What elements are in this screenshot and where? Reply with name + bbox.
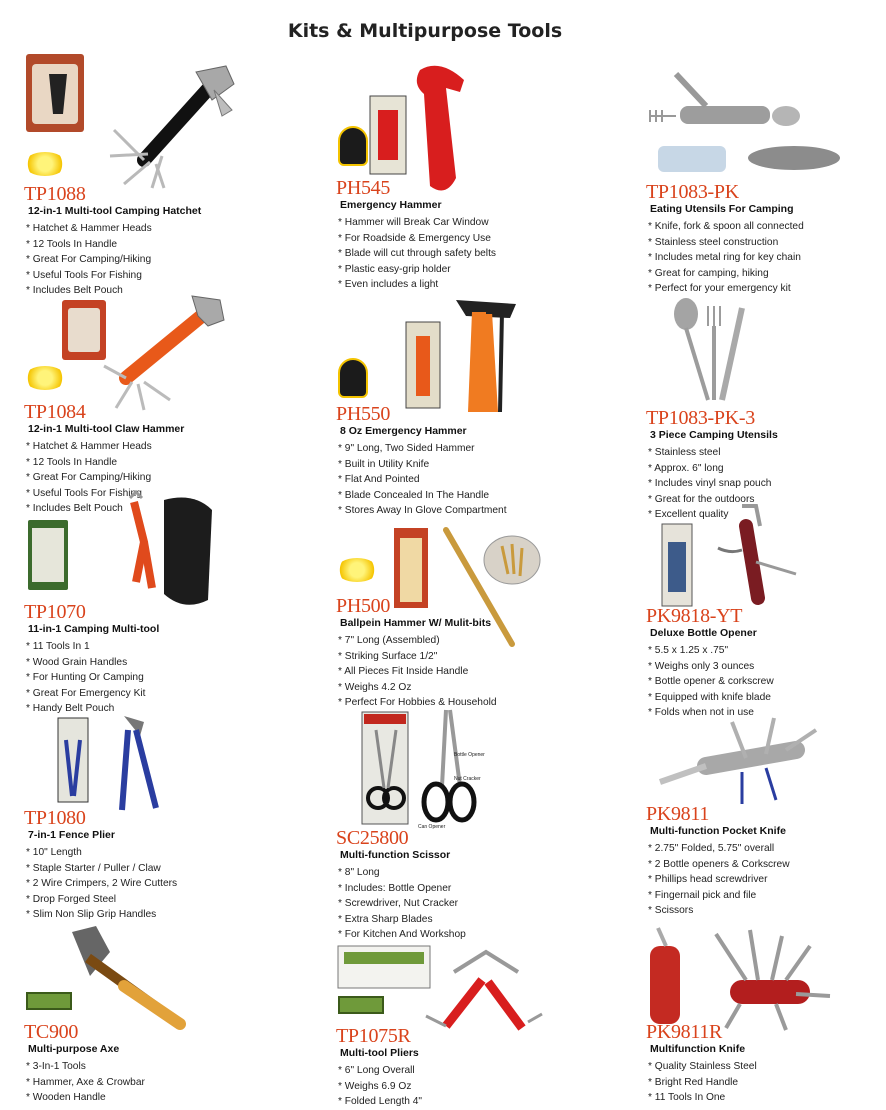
- feature-item: * Drop Forged Steel: [26, 893, 117, 905]
- feature-item: * Useful Tools For Fishing: [26, 487, 142, 499]
- feature-item: * Bottle opener & corkscrew: [648, 676, 774, 688]
- feature-item: * 2 Bottle openers & Corkscrew: [648, 858, 790, 870]
- product-pk9811: [646, 716, 886, 926]
- product-name: Eating Utensils For Camping: [650, 203, 794, 215]
- bottle-opener-image: [646, 502, 846, 612]
- product-tp1080: [24, 710, 264, 920]
- road-genie-logo: [338, 126, 368, 166]
- feature-item: * Phillips head screwdriver: [648, 874, 768, 886]
- feature-item: * Hatchet & Hammer Heads: [26, 223, 152, 234]
- feature-item: * 10" Length: [26, 847, 82, 858]
- callout-bottle-opener: Bottle Opener: [454, 752, 485, 758]
- pocket-knife-image: [646, 716, 846, 816]
- feature-item: * 2 Wire Crimpers, 2 Wire Cutters: [26, 878, 178, 890]
- product-sku: PH545: [336, 177, 391, 199]
- feature-item: * Plastic easy-grip holder: [338, 263, 451, 275]
- feature-item: * 8" Long: [338, 867, 380, 878]
- product-name: 11-in-1 Camping Multi-tool: [28, 623, 160, 635]
- feature-item: * Quality Stainless Steel: [648, 1061, 757, 1072]
- feature-item: * Hammer will Break Car Window: [338, 217, 489, 228]
- product-name: 12-in-1 Multi-tool Camping Hatchet: [28, 205, 202, 217]
- feature-item: * Perfect For Hobbies & Household: [338, 697, 497, 709]
- feature-item: * Stainless steel construction: [648, 236, 779, 248]
- multipurpose-axe-image: [24, 920, 204, 1030]
- product-name: Emergency Hammer: [340, 199, 442, 211]
- feature-item: * Scissors: [648, 905, 694, 917]
- product-tp1070: [24, 492, 264, 722]
- feature-item: * For Hunting Or Camping: [26, 672, 144, 684]
- feature-item: * Great For Camping/Hiking: [26, 254, 152, 266]
- product-sku: TP1088: [24, 183, 86, 205]
- product-name: 3 Piece Camping Utensils: [650, 429, 778, 441]
- product-name: Multi-function Scissor: [340, 849, 451, 861]
- feature-item: * Bright Red Handle: [648, 1076, 739, 1088]
- product-tp1084: [24, 282, 264, 522]
- product-sku: PK9818-YT: [646, 605, 743, 627]
- feature-item: * Handy Belt Pouch: [26, 703, 115, 715]
- feature-item: * 5.5 x 1.25 x .75": [648, 645, 729, 656]
- feature-list: [646, 1059, 757, 1106]
- feature-item: * Includes: Bottle Opener: [338, 882, 452, 894]
- feature-list: [336, 1063, 422, 1110]
- product-sku: SC25800: [336, 827, 409, 849]
- feature-item: * 6" Long Overall: [338, 1065, 415, 1076]
- feature-item: * Flat And Pointed: [338, 474, 420, 486]
- feature-item: * 12 Tools In Handle: [26, 238, 117, 250]
- product-tp1088: [24, 52, 264, 302]
- road-genie-logo: [338, 358, 368, 398]
- feature-item: * Wooden Handle: [26, 1092, 106, 1104]
- feature-item: * Extra Sharp Blades: [338, 913, 433, 925]
- product-name: Multi-tool Pliers: [340, 1047, 419, 1059]
- feature-item: * Great For Camping/Hiking: [26, 472, 152, 484]
- multifunction-scissor-image: [336, 706, 536, 826]
- feature-item: * Hatchet & Hammer Heads: [26, 441, 152, 452]
- product-sku: TP1083-PK: [646, 181, 739, 203]
- feature-item: * Weighs only 3 ounces: [648, 660, 755, 672]
- fence-plier-image: [24, 710, 204, 810]
- feature-list: [646, 841, 790, 919]
- product-tp1083-pk: [646, 66, 886, 306]
- product-name: Multi-function Pocket Knife: [650, 825, 786, 837]
- product-sku: TP1084: [24, 401, 86, 423]
- feature-item: * Includes Belt Pouch: [26, 285, 123, 297]
- feature-item: * Hammer, Axe & Crowbar: [26, 1076, 145, 1088]
- product-sku: PH550: [336, 403, 391, 425]
- helios-logo: [336, 558, 378, 582]
- feature-item: * Blade will cut through safety belts: [338, 248, 496, 260]
- feature-item: * Useful Tools For Fishing: [26, 269, 142, 281]
- product-sku: TP1075R: [336, 1025, 411, 1047]
- product-sc25800: [336, 706, 576, 946]
- product-sku: TP1080: [24, 807, 86, 829]
- feature-item: * All Pieces Fit Inside Handle: [338, 666, 469, 678]
- product-ph500: [336, 520, 576, 710]
- feature-item: * Includes vinyl snap pouch: [648, 478, 772, 490]
- feature-item: * Includes Belt Pouch: [26, 503, 123, 515]
- feature-item: * 7" Long (Assembled): [338, 635, 440, 646]
- product-tp1075r: [336, 942, 576, 1108]
- product-sku: TP1083-PK-3: [646, 407, 755, 429]
- feature-list: [24, 845, 177, 923]
- feature-list: [336, 441, 507, 519]
- feature-item: * 2.75" Folded, 5.75" overall: [648, 843, 775, 854]
- feature-item: * Stainless steel: [648, 447, 721, 458]
- feature-item: * Weighs 6.9 Oz: [338, 1080, 412, 1092]
- callout-nut-cracker: Nut Cracker: [454, 776, 481, 782]
- feature-list: [24, 639, 159, 717]
- product-ph550: [336, 292, 576, 522]
- multitool-claw-hammer-image: [24, 282, 224, 412]
- product-name: Multi-purpose Axe: [28, 1043, 120, 1055]
- feature-list: [24, 1059, 145, 1106]
- scurry-logo: [658, 146, 726, 172]
- product-name: 12-in-1 Multi-tool Claw Hammer: [28, 423, 185, 435]
- camping-multitool-image: [24, 492, 234, 602]
- feature-item: * Great for the outdoors: [648, 493, 755, 505]
- feature-item: * Even includes a light: [338, 279, 439, 291]
- adroit-logo: [26, 992, 72, 1010]
- feature-item: * Excellent quality: [648, 509, 729, 521]
- feature-item: * 11 Tools In 1: [26, 641, 90, 652]
- product-sku: TP1070: [24, 601, 86, 623]
- feature-item: * Perfect for your emergency kit: [648, 283, 791, 295]
- feature-list: [646, 643, 774, 721]
- feature-item: * For Roadside & Emergency Use: [338, 232, 491, 244]
- feature-item: * 3-In-1 Tools: [26, 1061, 86, 1072]
- callout-can-opener: Can Opener: [418, 824, 446, 830]
- feature-item: * Screwdriver, Nut Cracker: [338, 898, 459, 910]
- feature-item: * Striking Surface 1/2": [338, 650, 438, 662]
- product-tc900: [24, 920, 264, 1104]
- product-sku: PK9811R: [646, 1021, 723, 1043]
- feature-list: [646, 219, 804, 297]
- feature-list: [336, 633, 497, 711]
- feature-item: * Stores Away In Glove Compartment: [338, 505, 507, 517]
- product-ph545: [336, 60, 576, 300]
- product-pk9818-yt: [646, 502, 886, 722]
- product-sku: PH500: [336, 595, 391, 617]
- helios-logo: [24, 152, 66, 176]
- feature-item: * Great for camping, hiking: [648, 267, 769, 279]
- feature-item: * Includes metal ring for key chain: [648, 252, 801, 264]
- product-name: Deluxe Bottle Opener: [650, 627, 757, 639]
- feature-item: * Fingernail pick and file: [648, 889, 757, 901]
- feature-item: * 11 Tools In One: [648, 1092, 726, 1104]
- feature-item: * Built in Utility Knife: [338, 458, 430, 470]
- feature-item: * For Kitchen And Workshop: [338, 929, 466, 941]
- feature-item: * Great For Emergency Kit: [26, 687, 146, 699]
- feature-item: * Knife, fork & spoon all connected: [648, 221, 804, 232]
- feature-item: * Equipped with knife blade: [648, 691, 771, 703]
- product-tp1083-pk-3: [646, 296, 886, 526]
- helios-logo: [24, 366, 66, 390]
- feature-item: * Folds when not in use: [648, 707, 754, 719]
- feature-item: * Blade Concealed In The Handle: [338, 489, 490, 501]
- adroit-logo: [338, 996, 384, 1014]
- product-name: Ballpein Hammer W/ Mulit-bits: [340, 617, 492, 629]
- product-name: 7-in-1 Fence Plier: [28, 829, 115, 841]
- feature-item: * Slim Non Slip Grip Handles: [26, 909, 157, 921]
- page-title: Kits & Multipurpose Tools: [287, 20, 563, 42]
- product-name: Multifunction Knife: [650, 1043, 746, 1055]
- camping-utensils-image: [646, 296, 766, 406]
- feature-item: * Wood Grain Handles: [26, 656, 128, 668]
- feature-list: [336, 865, 466, 943]
- feature-list: [336, 215, 496, 293]
- product-pk9811r: [646, 924, 886, 1104]
- multifunction-knife-image: [646, 924, 846, 1034]
- feature-item: * 12 Tools In Handle: [26, 456, 117, 468]
- feature-item: * Folded Length 4": [338, 1096, 423, 1108]
- product-sku: TC900: [24, 1021, 79, 1043]
- feature-item: * 9" Long, Two Sided Hammer: [338, 443, 475, 454]
- feature-item: * Approx. 6" long: [648, 462, 724, 474]
- feature-item: * Staple Starter / Puller / Claw: [26, 862, 161, 874]
- feature-item: * Weighs 4.2 Oz: [338, 681, 412, 693]
- product-name: 8 Oz Emergency Hammer: [340, 425, 467, 437]
- product-sku: PK9811: [646, 803, 710, 825]
